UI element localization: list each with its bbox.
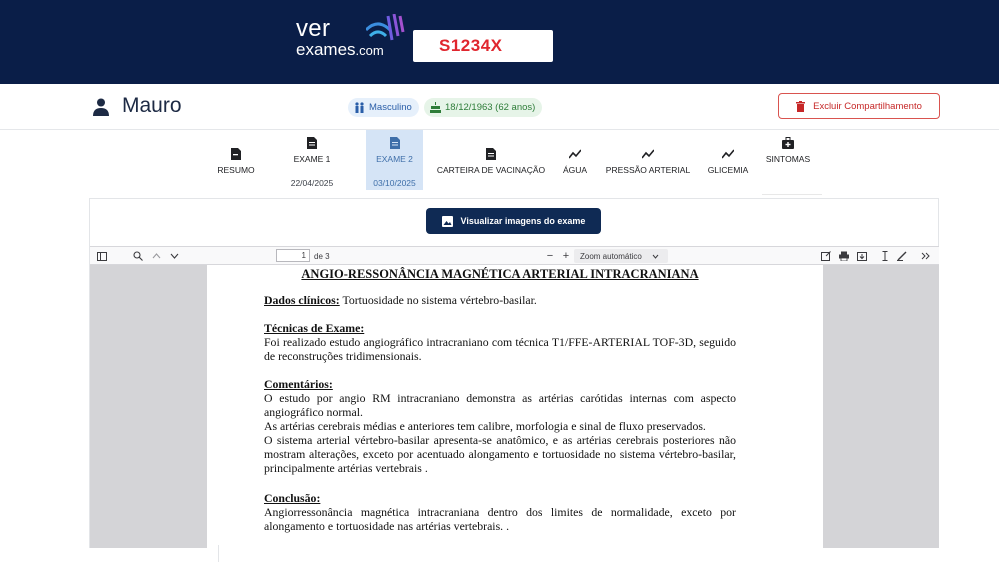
tab-label: SINTOMAS xyxy=(765,154,811,164)
active-tab-divider xyxy=(762,194,822,195)
more-tools-icon[interactable] xyxy=(920,249,932,263)
view-images-label: Visualizar imagens do exame xyxy=(460,216,586,226)
technique-heading: Técnicas de Exame: xyxy=(264,321,365,335)
gender-icon xyxy=(354,102,365,113)
comments-heading: Comentários: xyxy=(264,377,333,391)
chevron-down-icon[interactable] xyxy=(168,249,180,263)
tab-sintomas[interactable] xyxy=(762,130,814,190)
conclusion-section xyxy=(264,491,736,533)
trend-icon xyxy=(642,148,654,160)
tab-resumo[interactable] xyxy=(212,130,260,190)
medical-kit-icon xyxy=(782,137,794,149)
conclusion-heading: Conclusão: xyxy=(264,491,321,505)
tab-exame-2[interactable] xyxy=(366,130,423,190)
gender-badge xyxy=(348,98,419,117)
page-total: de 3 xyxy=(314,251,330,261)
text-cursor-icon[interactable] xyxy=(880,249,890,263)
trash-icon xyxy=(796,101,805,112)
tab-label: CARTEIRA DE VACINAÇÃO xyxy=(436,165,546,175)
comments-paragraph: As artérias cerebrais médias e anteriores tem calibre, morfologia e sinal de fluxo preservados. xyxy=(264,419,706,433)
zoom-out-icon[interactable]: − xyxy=(546,250,554,262)
tab-date: 22/04/2025 xyxy=(290,178,334,188)
tab-carteira-vacinacao[interactable] xyxy=(435,130,547,190)
share-code: S1234X xyxy=(439,36,503,55)
person-icon xyxy=(93,98,109,116)
tab-exame-1[interactable] xyxy=(287,130,337,190)
tab-pressao-arterial[interactable] xyxy=(604,130,692,190)
logo-signal-icon xyxy=(366,14,406,54)
sidebar-toggle-icon[interactable] xyxy=(96,249,108,263)
tab-label: EXAME 1 xyxy=(293,154,331,164)
report-title: ANGIO-RESSONÂNCIA MAGNÉTICA ARTERIAL INTRACRANIANA xyxy=(301,267,699,281)
image-icon xyxy=(442,216,453,227)
tab-agua[interactable] xyxy=(560,130,590,190)
summary-icon xyxy=(230,148,242,160)
logo-suffix: .com xyxy=(355,43,384,58)
zoom-value: Zoom automático xyxy=(580,251,642,261)
technique-section xyxy=(264,321,736,363)
pdf-toolbar xyxy=(90,246,939,265)
tab-label: RESUMO xyxy=(217,165,255,175)
open-file-icon[interactable] xyxy=(820,249,832,263)
exclude-share-label: Excluir Compartilhamento xyxy=(813,100,922,112)
trend-icon xyxy=(722,148,734,160)
clinical-heading: Dados clínicos: xyxy=(264,293,340,307)
conclusion-text: Angiorressonância magnética intracraniana dentro dos limites de normalidade, exceto por alongamento e tortuosidade nas artérias vertebrais. . xyxy=(264,505,736,533)
trend-icon xyxy=(569,148,581,160)
patient-header xyxy=(0,84,999,130)
logo-line1: ver xyxy=(296,15,331,42)
clinical-data xyxy=(264,293,736,307)
document-icon xyxy=(389,137,401,149)
clinical-text: Tortuosidade no sistema vértebro-basilar. xyxy=(339,293,537,307)
divider xyxy=(218,545,219,562)
tab-label: EXAME 2 xyxy=(376,154,413,164)
birthdate-label: 18/12/1963 (62 anos) xyxy=(445,102,536,113)
document-icon xyxy=(485,148,497,160)
tab-date: 03/10/2025 xyxy=(373,178,416,188)
gender-label: Masculino xyxy=(369,102,412,113)
zoom-select[interactable] xyxy=(574,249,668,263)
view-images-button[interactable] xyxy=(426,208,601,234)
exam-tabs xyxy=(0,130,999,198)
comments-paragraph: O sistema arterial vértebro-basilar apresenta-se anatômico, e as artérias cerebrais posteriores não mostram alterações, exceto por acentuado alongamento e tortuosidade no sistema vértebro-basilar, principalmente artérias vertebrais . xyxy=(264,433,736,475)
save-icon[interactable] xyxy=(856,249,868,263)
share-code-box xyxy=(413,30,553,62)
exclude-share-button[interactable] xyxy=(778,93,940,119)
cake-icon xyxy=(430,102,441,113)
zoom-in-icon[interactable]: + xyxy=(562,250,570,262)
birthdate-badge xyxy=(424,98,542,117)
patient-name: Mauro xyxy=(122,94,182,117)
tab-label: ÁGUA xyxy=(562,165,588,175)
chevron-up-icon[interactable] xyxy=(150,249,162,263)
brand-bar xyxy=(0,0,999,84)
document-icon xyxy=(306,137,318,149)
logo-line2: exames xyxy=(296,40,356,59)
page-number-input[interactable]: 1 xyxy=(276,249,310,262)
tab-label: GLICEMIA xyxy=(707,165,749,175)
chevron-down-icon xyxy=(652,254,659,259)
draw-icon[interactable] xyxy=(896,249,908,263)
technique-text: Foi realizado estudo angiográfico intracraniano com técnica T1/FFE-ARTERIAL TOF-3D, seguido de reconstruções tridimensionais. xyxy=(264,335,736,363)
print-icon[interactable] xyxy=(838,249,850,263)
search-icon[interactable] xyxy=(132,249,144,263)
comments-paragraph: O estudo por angio RM intracraniano demonstra as artérias carótidas internas com aspecto angiográfico normal. xyxy=(264,391,736,419)
tab-glicemia[interactable] xyxy=(704,130,752,190)
comments-section xyxy=(264,377,736,475)
tab-label: PRESSÃO ARTERIAL xyxy=(605,165,691,175)
